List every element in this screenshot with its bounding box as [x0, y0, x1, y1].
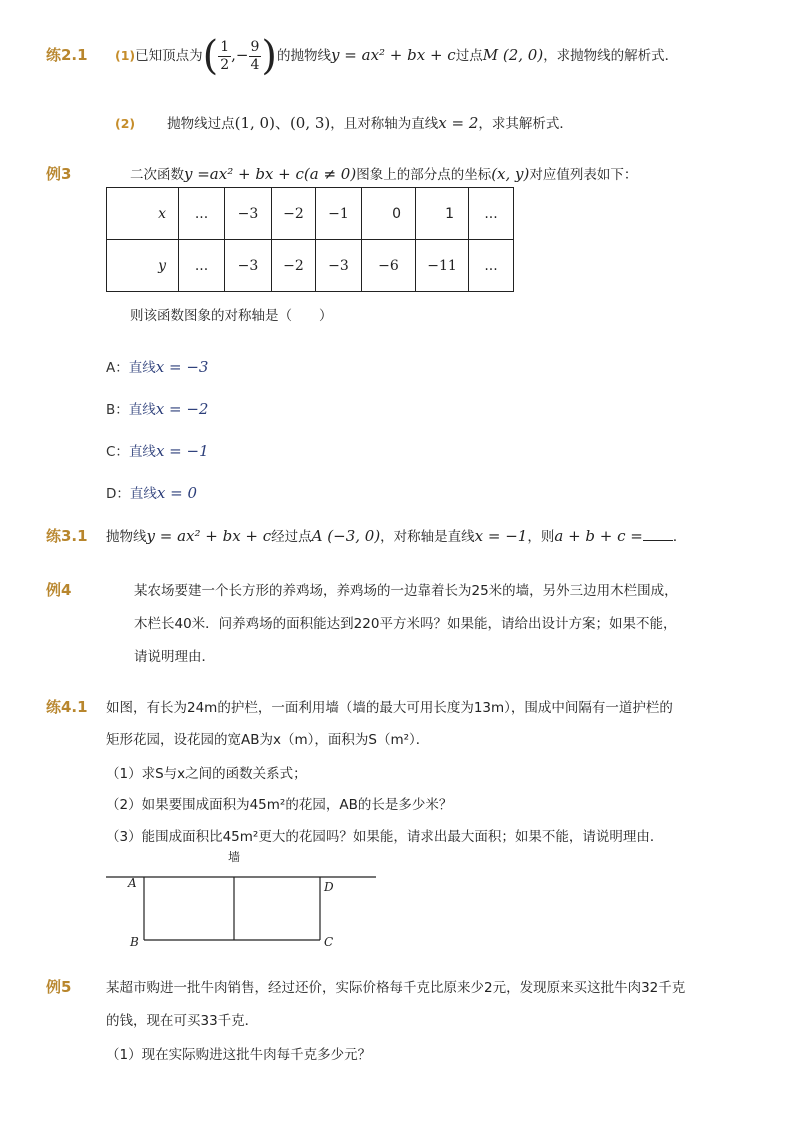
exercise-2-1-part1: (1)已知顶点为( $\frac{1}{2}$ ,− $\frac{9}{4}$ )的抛物线y = ax² + bx + c过点M (2, 0)，求抛物线的解析式． — [115, 33, 679, 79]
example-4-line: 请说明理由． — [134, 649, 215, 665]
garden-figure — [100, 845, 390, 955]
example-5-line: 某超市购进一批牛肉销售，经过还价，实际价格每千克比原来少2元，发现原来买这批牛肉32千克 — [106, 980, 686, 996]
example-4-line: 木栏长40米．问养鸡场的面积能达到220平方米吗？如果能，请给出设计方案；如果不能， — [134, 616, 677, 632]
answer-blank[interactable] — [643, 540, 673, 541]
vertex-d: D — [324, 880, 334, 894]
exercise-3-1-statement: 抛物线y = ax² + bx + c经过点A (−3, 0)，对称轴是直线x = −1，则a + b + c = ． — [106, 527, 687, 545]
table-row-y: y ... −3 −2 −3 −6 −11 ... — [107, 240, 514, 292]
question-1: （1）现在实际购进这批牛肉每千克多少元？ — [106, 1047, 372, 1063]
text: 已知顶点为 — [135, 48, 203, 64]
fraction-2: $\frac{9}{4}$ — [250, 38, 260, 73]
table-row-x: x ... −3 −2 −1 0 1 ... — [107, 188, 514, 240]
question-3: （3）能围成面积比45m²更大的花园吗？如果能，请求出最大面积；如果不能，请说明理由． — [106, 829, 664, 845]
equation: y — [331, 46, 340, 64]
option-b[interactable]: B：直线x = −2 — [106, 400, 209, 418]
vertex-a: A — [128, 876, 137, 890]
part-number: (2) — [115, 116, 136, 131]
fraction-1: $\frac{1}{2}$ — [220, 38, 230, 73]
exercise-2-1-part2: (2) 抛物线过点(1, 0)、(0, 3)，且对称轴为直线x = 2，求其解析式． — [115, 114, 573, 132]
vertex-c: C — [324, 935, 334, 949]
axis-equation: x = 2 — [438, 114, 479, 132]
example-label-5: 例5 — [46, 978, 72, 996]
wall-label: 墙 — [228, 850, 241, 864]
point: M (2, 0) — [482, 46, 544, 64]
quadratic-equation: y =ax² + bx + c(a ≠ 0) — [184, 165, 357, 183]
exercise-label-3-1: 练3.1 — [46, 527, 88, 545]
exercise-4-1-line: 矩形花园，设花园的宽AB为x（m），面积为S（m²）． — [106, 732, 430, 748]
option-a[interactable]: A：直线x = −3 — [106, 358, 209, 376]
exercise-4-1-line: 如图，有长为24m的护栏，一面利用墙（墙的最大可用长度为13m），围成中间隔有一道护栏的 — [106, 700, 673, 716]
example-label-4: 例4 — [46, 581, 72, 599]
part-number: (1) — [115, 48, 136, 63]
option-d[interactable]: D：直线x = 0 — [106, 484, 198, 502]
question-1: （1）求S与x之间的函数关系式； — [106, 766, 307, 782]
option-c[interactable]: C：直线x = −1 — [106, 442, 209, 460]
points: (1, 0)、(0, 3) — [234, 114, 331, 132]
example-3-question: 则该函数图象的对称轴是（ ） — [130, 308, 333, 324]
example-4-line: 某农场要建一个长方形的养鸡场，养鸡场的一边靠着长为25米的墙，另外三边用木栏围成， — [134, 583, 678, 599]
example-5-line: 的钱，现在可买33千克． — [106, 1013, 259, 1029]
vertex-b: B — [130, 935, 139, 949]
example-3-statement: 二次函数y =ax² + bx + c(a ≠ 0)图象上的部分点的坐标(x, y)对应值列表如下： — [130, 165, 638, 183]
question-2: （2）如果要围成面积为45m²的花园，AB的长是多少米？ — [106, 797, 453, 813]
exercise-label-2-1: 练2.1 — [46, 46, 88, 64]
exercise-label-4-1: 练4.1 — [46, 698, 88, 716]
example-label-3: 例3 — [46, 165, 72, 183]
value-table — [106, 187, 514, 292]
